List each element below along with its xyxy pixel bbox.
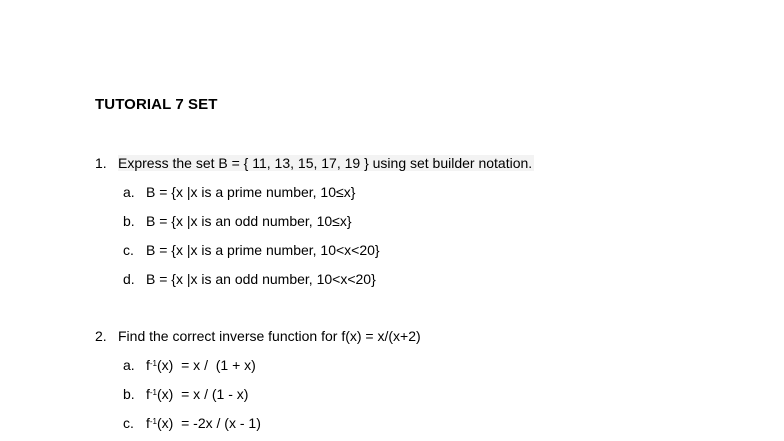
option-text: B = {x |x is a prime number, 10<x<20} — [146, 242, 380, 258]
question-text: Find the correct inverse function for f(x) = x/(x+2) — [118, 328, 421, 344]
question-1-option-b — [123, 212, 352, 230]
question-1 — [95, 154, 534, 172]
inverse-superscript: -1 — [149, 417, 158, 426]
function-name: f — [146, 357, 150, 373]
inverse-superscript: -1 — [149, 388, 158, 397]
option-letter: b. — [123, 386, 135, 402]
function-name: f — [146, 386, 150, 402]
option-text: (x) = x / (1 - x) — [157, 386, 249, 402]
option-text: B = {x |x is an odd number, 10<x<20} — [146, 271, 376, 287]
function-name: f — [146, 415, 150, 431]
option-letter: a. — [123, 357, 135, 373]
question-number: 2. — [95, 328, 107, 344]
inverse-superscript: -1 — [149, 359, 158, 368]
option-letter: b. — [123, 213, 135, 229]
option-letter: c. — [123, 415, 134, 431]
question-1-option-c — [123, 241, 380, 259]
option-letter: c. — [123, 242, 134, 258]
question-text: Express the set B = { 11, 13, 15, 17, 19 } using set builder notation. — [118, 155, 533, 171]
option-text: (x) = x / (1 + x) — [157, 357, 256, 373]
question-1-option-a — [123, 183, 355, 201]
question-number: 1. — [95, 155, 107, 171]
question-2-option-b — [123, 385, 248, 403]
question-2-option-a — [123, 356, 256, 374]
question-2 — [95, 327, 421, 345]
option-text: B = {x |x is an odd number, 10≤x} — [146, 213, 352, 229]
option-text: B = {x |x is a prime number, 10≤x} — [146, 184, 356, 200]
option-letter: a. — [123, 184, 135, 200]
question-1-option-d — [123, 270, 376, 288]
option-letter: d. — [123, 271, 135, 287]
option-text: (x) = -2x / (x - 1) — [157, 415, 261, 431]
question-2-option-c — [123, 414, 261, 432]
document-title: TUTORIAL 7 SET — [95, 96, 218, 113]
